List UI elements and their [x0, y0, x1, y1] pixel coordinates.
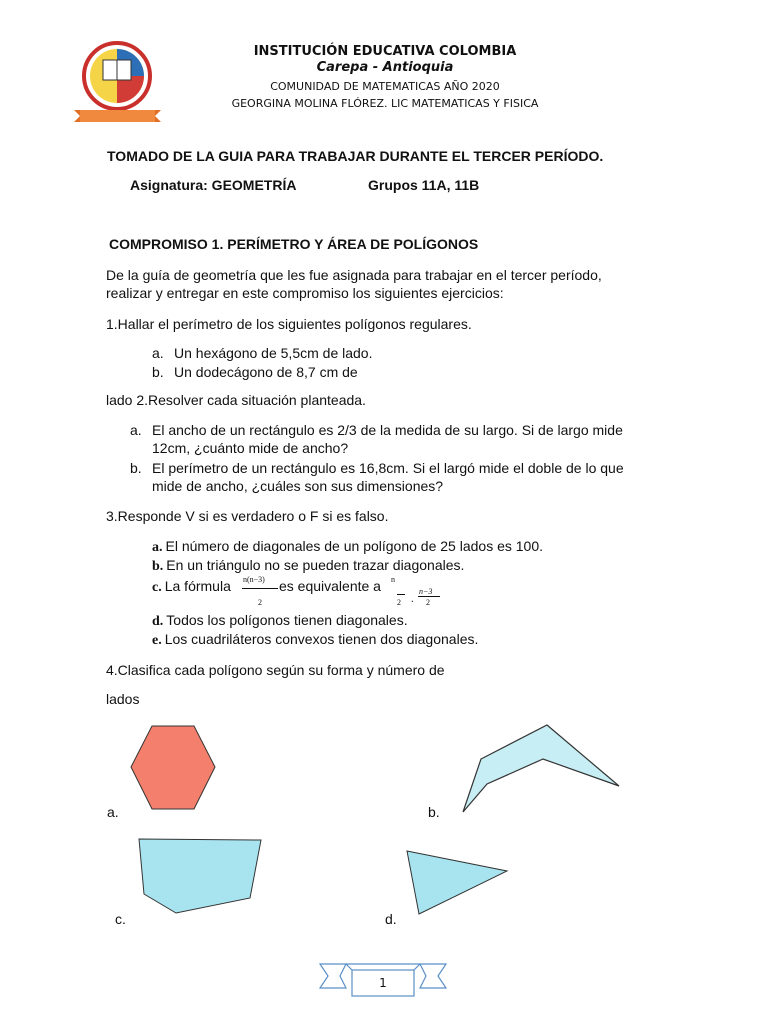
label-a: a. [107, 804, 119, 820]
question-2b-line1: El perímetro de un rectángulo es 16,8cm. Si el largó mide el doble de lo que [152, 460, 624, 476]
formula-numerator: n(n−3) [243, 575, 265, 584]
question-3-title: 3.Responde V si es verdadero o F si es falso. [106, 508, 389, 524]
list-letter: a. [152, 540, 163, 555]
guide-reference: TOMADO DE LA GUIA PARA TRABAJAR DURANTE EL TERCER PERÍODO. [107, 148, 604, 164]
question-4-title-cont: lados [106, 691, 140, 707]
fraction-bar [418, 596, 440, 597]
formula2-den1: 2 [397, 598, 401, 607]
question-1-title: 1.Hallar el perímetro de los siguientes polígonos regulares. [106, 316, 472, 332]
question-4-title: 4.Clasifica cada polígono según su forma y número de [106, 662, 445, 678]
question-1b: Un dodecágono de 8,7 cm de [174, 364, 358, 380]
equivalence-text: es equivalente a [279, 578, 381, 594]
instructions-line2: realizar y entregar en este compromiso los siguientes ejercicios: [106, 285, 504, 301]
label-c: c. [115, 911, 126, 927]
label-d: d. [385, 911, 397, 927]
fraction-bar [397, 594, 405, 595]
hexagon-shape [125, 723, 225, 813]
institution-name: INSTITUCIÓN EDUCATIVA COLOMBIA [253, 44, 517, 59]
question-3d: d. Todos los polígonos tienen diagonales. [152, 612, 408, 629]
subject-label: Asignatura: GEOMETRÍA [130, 177, 297, 193]
community-line: COMUNIDAD DE MATEMATICAS AÑO 2020 [270, 80, 500, 93]
school-logo [70, 38, 165, 128]
question-3e: e. Los cuadriláteros convexos tienen dos diagonales. [152, 631, 479, 648]
instructions-line1: De la guía de geometría que les fue asignada para trabajar en el tercer período, [106, 267, 602, 283]
list-letter: d. [152, 614, 164, 629]
formula-denominator: 2 [258, 598, 262, 607]
list-letter: e. [152, 633, 162, 648]
list-letter: c. [152, 580, 162, 595]
formula2-n: n [391, 575, 395, 584]
question-3b: b. En un triángulo no se pueden trazar diagonales. [152, 557, 465, 574]
question-2b-line2: mide de ancho, ¿cuáles son sus dimensiones? [152, 478, 444, 494]
triangle-shape [403, 848, 513, 918]
formula2-num2: n−3 [419, 587, 433, 596]
groups-label: Grupos 11A, 11B [368, 177, 480, 193]
list-letter: a. [152, 345, 164, 361]
list-letter: b. [130, 460, 142, 476]
list-letter: b. [152, 559, 164, 574]
concave-polygon-shape [455, 722, 625, 817]
question-3a: a. El número de diagonales de un polígono de 25 lados es 100. [152, 538, 544, 555]
formula2-den2: 2 [426, 598, 430, 607]
formula2-dot: · [411, 597, 414, 606]
question-2-title: lado 2.Resolver cada situación planteada. [106, 392, 366, 408]
page-number: 1 [379, 976, 387, 990]
compromiso-title: COMPROMISO 1. PERÍMETRO Y ÁREA DE POLÍGONOS [109, 236, 479, 252]
institution-location: Carepa - Antioquia [316, 60, 454, 75]
list-letter: a. [130, 422, 142, 438]
pentagon-shape [136, 836, 266, 916]
question-1a: Un hexágono de 5,5cm de lado. [174, 345, 373, 361]
list-letter: b. [152, 364, 164, 380]
question-2a-line2: 12cm, ¿cuánto mide de ancho? [152, 440, 349, 456]
label-b: b. [428, 804, 440, 820]
question-2a-line1: El ancho de un rectángulo es 2/3 de la medida de su largo. Si de largo mide [152, 422, 623, 438]
teacher-line: GEORGINA MOLINA FLÓREZ. LIC MATEMATICAS Y FISICA [231, 97, 539, 110]
question-3c: c. La fórmula [152, 578, 231, 595]
fraction-bar [242, 588, 278, 589]
